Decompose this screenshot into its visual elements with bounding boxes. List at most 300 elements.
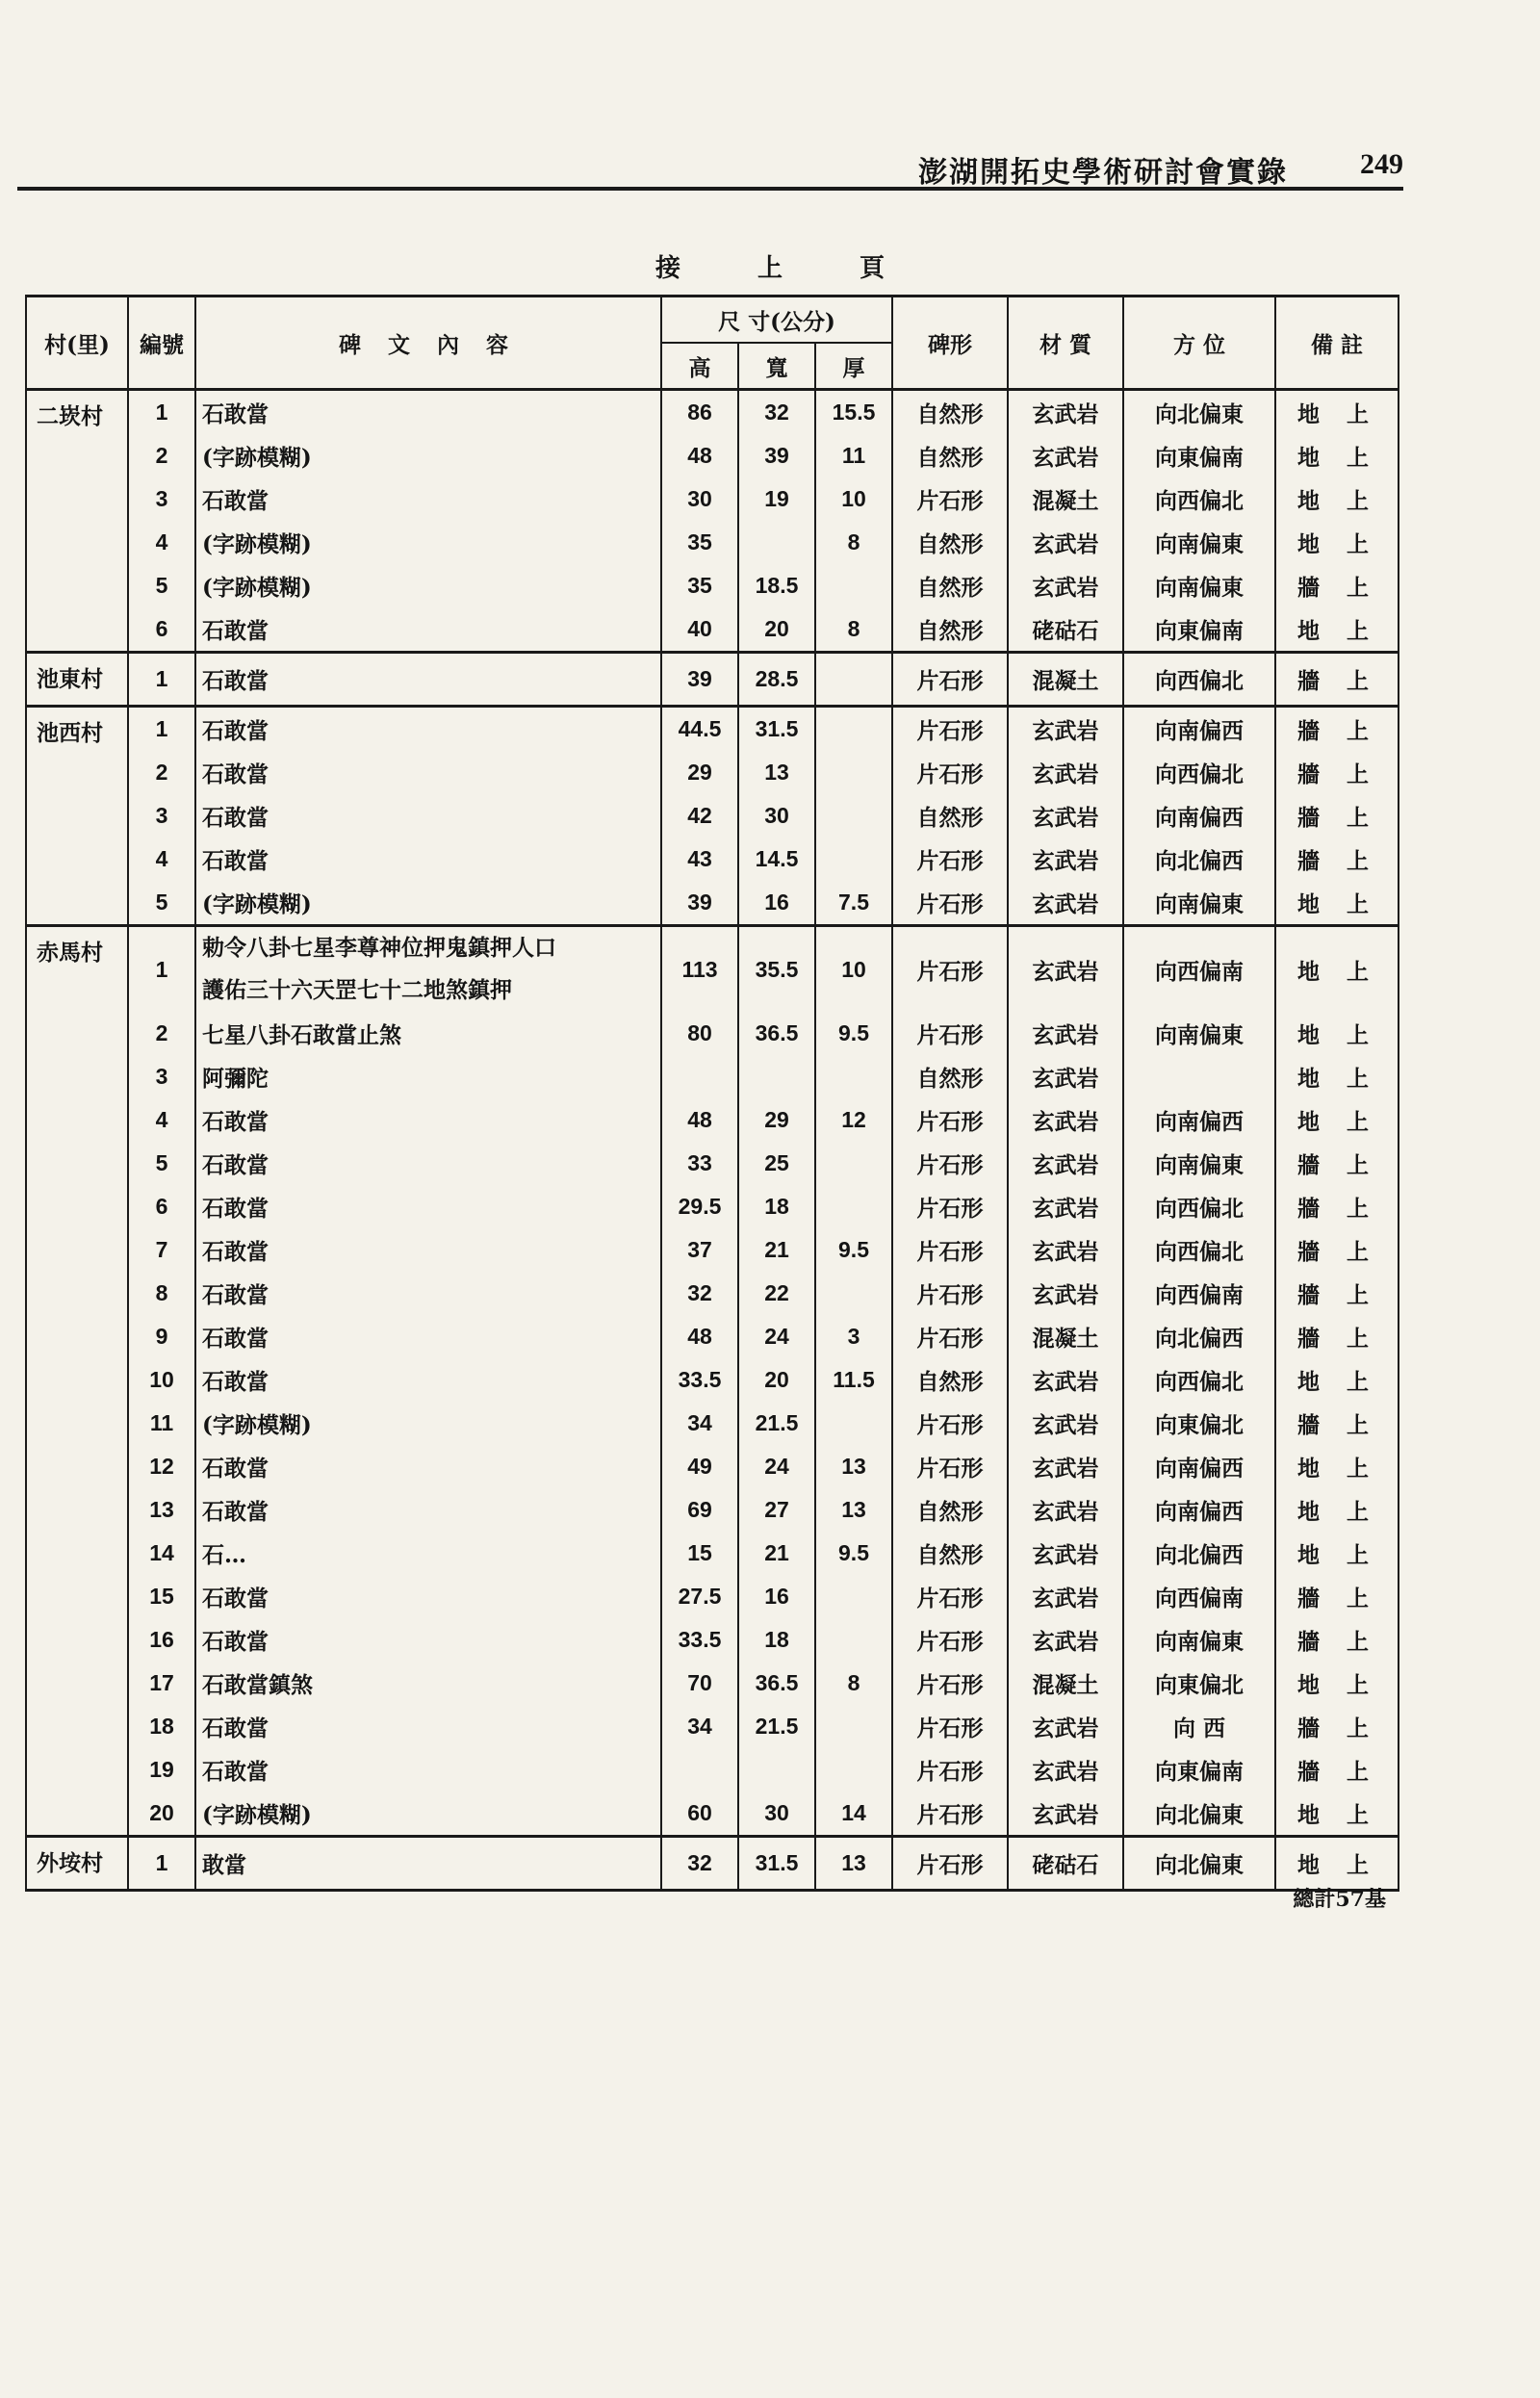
- inscription-content: (字跡模糊): [195, 881, 661, 926]
- row-number: 1: [128, 390, 195, 435]
- size-thickness: 11: [815, 434, 892, 477]
- direction: 向西偏南: [1123, 1575, 1275, 1618]
- note: 牆上: [1275, 794, 1399, 838]
- size-width: 21: [738, 1532, 815, 1575]
- table-row: [26, 707, 1399, 752]
- direction: 向南偏西: [1123, 707, 1275, 752]
- header-content: 碑 文 內 容: [195, 297, 661, 390]
- direction: 向東偏北: [1123, 1402, 1275, 1445]
- note: 地上: [1275, 1488, 1399, 1532]
- stone-material: 玄武岩: [1008, 707, 1123, 752]
- header-width: 寬: [738, 343, 815, 390]
- direction: 向北偏東: [1123, 1792, 1275, 1837]
- note: 地上: [1275, 1055, 1399, 1098]
- size-thickness: [815, 1272, 892, 1315]
- stone-shape: 片石形: [892, 1402, 1008, 1445]
- stone-material: 玄武岩: [1008, 1272, 1123, 1315]
- table-row: [26, 564, 1399, 607]
- stone-material: 玄武岩: [1008, 794, 1123, 838]
- inscription-content: 石敢當: [195, 707, 661, 752]
- size-height: 35: [661, 521, 738, 564]
- row-number: 4: [128, 1098, 195, 1142]
- stone-material: 玄武岩: [1008, 1185, 1123, 1228]
- inscription-content: 石敢當: [195, 1748, 661, 1792]
- size-width: 29: [738, 1098, 815, 1142]
- direction: 向 西: [1123, 1705, 1275, 1748]
- size-width: 31.5: [738, 707, 815, 752]
- direction: 向西偏北: [1123, 477, 1275, 521]
- inscription-content: 石敢當: [195, 794, 661, 838]
- direction: 向北偏西: [1123, 838, 1275, 881]
- row-number: 1: [128, 926, 195, 1013]
- size-thickness: [815, 751, 892, 794]
- stone-material: 玄武岩: [1008, 1748, 1123, 1792]
- row-number: 8: [128, 1272, 195, 1315]
- inscription-content: 敢當: [195, 1837, 661, 1891]
- stone-shape: 片石形: [892, 881, 1008, 926]
- note: 牆上: [1275, 838, 1399, 881]
- stone-shape: 自然形: [892, 1055, 1008, 1098]
- note: 牆上: [1275, 1618, 1399, 1662]
- direction: 向南偏西: [1123, 1445, 1275, 1488]
- row-number: 3: [128, 794, 195, 838]
- stone-material: 硓𥑮石: [1008, 607, 1123, 653]
- size-height: 34: [661, 1402, 738, 1445]
- table-row: [26, 1445, 1399, 1488]
- size-width: 21: [738, 1228, 815, 1272]
- size-thickness: [815, 653, 892, 707]
- size-width: [738, 521, 815, 564]
- size-width: 36.5: [738, 1662, 815, 1705]
- size-width: 24: [738, 1445, 815, 1488]
- total-count: 總計57基: [1293, 1887, 1386, 1912]
- inscription-content: 石…: [195, 1532, 661, 1575]
- row-number: 17: [128, 1662, 195, 1705]
- size-width: 27: [738, 1488, 815, 1532]
- size-width: 30: [738, 1792, 815, 1837]
- size-thickness: 12: [815, 1098, 892, 1142]
- row-number: 3: [128, 1055, 195, 1098]
- table-row: [26, 1315, 1399, 1358]
- row-number: 15: [128, 1575, 195, 1618]
- stone-material: 玄武岩: [1008, 1055, 1123, 1098]
- note: 牆上: [1275, 1142, 1399, 1185]
- inscription-content: 石敢當: [195, 1098, 661, 1142]
- size-height: 48: [661, 1098, 738, 1142]
- size-width: [738, 1055, 815, 1098]
- inscription-content: 石敢當: [195, 1445, 661, 1488]
- row-number: 4: [128, 521, 195, 564]
- header-thickness: 厚: [815, 343, 892, 390]
- stone-shape: 片石形: [892, 1185, 1008, 1228]
- stone-material: 玄武岩: [1008, 751, 1123, 794]
- size-width: 22: [738, 1272, 815, 1315]
- direction: 向西偏北: [1123, 1185, 1275, 1228]
- table-row: [26, 1705, 1399, 1748]
- stone-material: 混凝土: [1008, 653, 1123, 707]
- direction: 向西偏北: [1123, 751, 1275, 794]
- village-name: 赤馬村: [26, 926, 128, 1837]
- size-width: 24: [738, 1315, 815, 1358]
- note: 牆上: [1275, 1272, 1399, 1315]
- header-direction: 方 位: [1123, 297, 1275, 390]
- note: 地上: [1275, 1532, 1399, 1575]
- size-height: 33: [661, 1142, 738, 1185]
- size-thickness: [815, 1055, 892, 1098]
- page-header: [17, 144, 1403, 191]
- size-thickness: 11.5: [815, 1358, 892, 1402]
- direction: 向西偏北: [1123, 1358, 1275, 1402]
- size-width: 20: [738, 607, 815, 653]
- stone-shape: 片石形: [892, 1837, 1008, 1891]
- stone-shape: 自然形: [892, 434, 1008, 477]
- stone-shape: 片石形: [892, 707, 1008, 752]
- note: 地上: [1275, 881, 1399, 926]
- size-width: 21.5: [738, 1402, 815, 1445]
- stone-material: 玄武岩: [1008, 1532, 1123, 1575]
- size-width: 31.5: [738, 1837, 815, 1891]
- direction: 向西偏南: [1123, 926, 1275, 1013]
- row-number: 5: [128, 564, 195, 607]
- note: 地上: [1275, 607, 1399, 653]
- table-row: [26, 1618, 1399, 1662]
- inscription-content: 石敢當: [195, 1185, 661, 1228]
- inscription-line: 勅令八卦七星李尊神位押鬼鎮押人口: [202, 935, 556, 961]
- row-number: 16: [128, 1618, 195, 1662]
- direction: 向南偏西: [1123, 794, 1275, 838]
- stone-shape: 自然形: [892, 794, 1008, 838]
- stone-material: 玄武岩: [1008, 1358, 1123, 1402]
- size-height: 30: [661, 477, 738, 521]
- size-width: 19: [738, 477, 815, 521]
- table-body: [26, 390, 1399, 1891]
- note: 地上: [1275, 1792, 1399, 1837]
- header-village: 村(里): [26, 297, 128, 390]
- inscription-content: 石敢當: [195, 653, 661, 707]
- note: 地上: [1275, 1358, 1399, 1402]
- inscription-content: 石敢當: [195, 1272, 661, 1315]
- direction: 向南偏東: [1123, 1618, 1275, 1662]
- stone-material: 玄武岩: [1008, 1228, 1123, 1272]
- size-thickness: 10: [815, 477, 892, 521]
- inscription-content: 石敢當: [195, 838, 661, 881]
- stone-material: 玄武岩: [1008, 1618, 1123, 1662]
- table-row: [26, 1792, 1399, 1837]
- note: 地上: [1275, 1098, 1399, 1142]
- stone-shape: 片石形: [892, 1142, 1008, 1185]
- size-width: 39: [738, 434, 815, 477]
- stone-material: 玄武岩: [1008, 1402, 1123, 1445]
- row-number: 2: [128, 1012, 195, 1055]
- size-thickness: [815, 1748, 892, 1792]
- direction: 向東偏南: [1123, 607, 1275, 653]
- size-thickness: 7.5: [815, 881, 892, 926]
- table-row: [26, 434, 1399, 477]
- size-width: 30: [738, 794, 815, 838]
- note: 牆上: [1275, 1315, 1399, 1358]
- page-number: 249: [1360, 148, 1403, 180]
- stone-shape: 片石形: [892, 1098, 1008, 1142]
- stone-material: 玄武岩: [1008, 926, 1123, 1013]
- size-width: 14.5: [738, 838, 815, 881]
- direction: 向南偏東: [1123, 564, 1275, 607]
- size-thickness: 13: [815, 1837, 892, 1891]
- size-height: 60: [661, 1792, 738, 1837]
- inscription-content: 石敢當: [195, 1315, 661, 1358]
- stone-shape: 自然形: [892, 1488, 1008, 1532]
- inscription-content: 石敢當: [195, 1575, 661, 1618]
- size-height: 33.5: [661, 1358, 738, 1402]
- row-number: 1: [128, 1837, 195, 1891]
- table-row: [26, 1055, 1399, 1098]
- size-height: 32: [661, 1837, 738, 1891]
- stone-shape: 片石形: [892, 1705, 1008, 1748]
- stone-shape: 片石形: [892, 926, 1008, 1013]
- row-number: 4: [128, 838, 195, 881]
- stone-material: 玄武岩: [1008, 521, 1123, 564]
- inscription-content: 石敢當: [195, 1228, 661, 1272]
- inscription-content: 石敢當: [195, 390, 661, 435]
- stone-shape: 自然形: [892, 390, 1008, 435]
- inscription-content: (字跡模糊): [195, 1792, 661, 1837]
- size-height: 35: [661, 564, 738, 607]
- size-thickness: 9.5: [815, 1228, 892, 1272]
- size-height: 40: [661, 607, 738, 653]
- inscription-content: 石敢當: [195, 1142, 661, 1185]
- inscription-content: 阿彌陀: [195, 1055, 661, 1098]
- header-size: 尺 寸(公分): [661, 297, 892, 344]
- direction: 向西偏北: [1123, 653, 1275, 707]
- size-width: 20: [738, 1358, 815, 1402]
- header-height: 高: [661, 343, 738, 390]
- inscription-content: 石敢當鎮煞: [195, 1662, 661, 1705]
- stone-shape: 片石形: [892, 1272, 1008, 1315]
- table-row: [26, 881, 1399, 926]
- row-number: 13: [128, 1488, 195, 1532]
- table-row: [26, 1228, 1399, 1272]
- size-height: [661, 1748, 738, 1792]
- village-name: 池東村: [26, 653, 128, 707]
- size-width: 16: [738, 1575, 815, 1618]
- size-width: 36.5: [738, 1012, 815, 1055]
- row-number: 5: [128, 881, 195, 926]
- size-width: 25: [738, 1142, 815, 1185]
- inscription-content: (字跡模糊): [195, 564, 661, 607]
- row-number: 11: [128, 1402, 195, 1445]
- stone-shape: 片石形: [892, 477, 1008, 521]
- stone-inscription-table-container: [25, 295, 1399, 1892]
- size-height: 42: [661, 794, 738, 838]
- note: 牆上: [1275, 707, 1399, 752]
- stone-material: 混凝土: [1008, 477, 1123, 521]
- table-row: [26, 1358, 1399, 1402]
- size-height: 80: [661, 1012, 738, 1055]
- stone-material: 玄武岩: [1008, 1142, 1123, 1185]
- row-number: 5: [128, 1142, 195, 1185]
- direction: 向南偏東: [1123, 521, 1275, 564]
- size-width: 18: [738, 1618, 815, 1662]
- direction: 向北偏東: [1123, 390, 1275, 435]
- size-height: 15: [661, 1532, 738, 1575]
- direction: 向南偏東: [1123, 1142, 1275, 1185]
- note: 地上: [1275, 477, 1399, 521]
- size-height: 27.5: [661, 1575, 738, 1618]
- stone-material: 玄武岩: [1008, 1012, 1123, 1055]
- direction: 向南偏西: [1123, 1098, 1275, 1142]
- size-height: 37: [661, 1228, 738, 1272]
- inscription-content: 石敢當: [195, 1618, 661, 1662]
- stone-shape: 自然形: [892, 607, 1008, 653]
- size-thickness: [815, 838, 892, 881]
- size-thickness: 14: [815, 1792, 892, 1837]
- table-row: [26, 653, 1399, 707]
- stone-material: 混凝土: [1008, 1662, 1123, 1705]
- size-thickness: 13: [815, 1445, 892, 1488]
- size-width: 13: [738, 751, 815, 794]
- stone-shape: 自然形: [892, 521, 1008, 564]
- size-thickness: 8: [815, 607, 892, 653]
- size-height: 39: [661, 653, 738, 707]
- stone-shape: 片石形: [892, 1748, 1008, 1792]
- size-height: 70: [661, 1662, 738, 1705]
- stone-material: 玄武岩: [1008, 881, 1123, 926]
- direction: 向北偏西: [1123, 1315, 1275, 1358]
- direction: 向東偏南: [1123, 434, 1275, 477]
- table-row: [26, 521, 1399, 564]
- inscription-content: 七星八卦石敢當止煞: [195, 1012, 661, 1055]
- inscription-content: 石敢當: [195, 477, 661, 521]
- size-thickness: [815, 707, 892, 752]
- stone-material: 玄武岩: [1008, 1575, 1123, 1618]
- size-thickness: [815, 564, 892, 607]
- stone-shape: 自然形: [892, 564, 1008, 607]
- inscription-content: 石敢當: [195, 1358, 661, 1402]
- size-thickness: [815, 1402, 892, 1445]
- stone-shape: 片石形: [892, 1445, 1008, 1488]
- continued-label: 接上頁: [654, 254, 962, 283]
- size-width: [738, 1748, 815, 1792]
- size-height: 43: [661, 838, 738, 881]
- table-row: [26, 1012, 1399, 1055]
- note: 牆上: [1275, 751, 1399, 794]
- direction: 向西偏北: [1123, 1228, 1275, 1272]
- table-row: [26, 1748, 1399, 1792]
- inscription-content: 石敢當: [195, 1705, 661, 1748]
- note: 地上: [1275, 1662, 1399, 1705]
- stone-material: 玄武岩: [1008, 838, 1123, 881]
- stone-material: 玄武岩: [1008, 390, 1123, 435]
- size-height: 32: [661, 1272, 738, 1315]
- inscription-content: 石敢當: [195, 607, 661, 653]
- size-thickness: 10: [815, 926, 892, 1013]
- table-row: [26, 751, 1399, 794]
- inscription-content: (字跡模糊): [195, 434, 661, 477]
- note: 牆上: [1275, 1705, 1399, 1748]
- row-number: 1: [128, 653, 195, 707]
- table-row: [26, 1142, 1399, 1185]
- stone-shape: 片石形: [892, 1792, 1008, 1837]
- size-height: 34: [661, 1705, 738, 1748]
- size-width: 28.5: [738, 653, 815, 707]
- note: 牆上: [1275, 1228, 1399, 1272]
- size-thickness: [815, 1618, 892, 1662]
- note: 地上: [1275, 390, 1399, 435]
- village-name: 二崁村: [26, 390, 128, 653]
- size-height: 29: [661, 751, 738, 794]
- direction: 向北偏東: [1123, 1837, 1275, 1891]
- size-height: 49: [661, 1445, 738, 1488]
- table-row: [26, 1098, 1399, 1142]
- inscription-line: 護佑三十六天罡七十二地煞鎮押: [202, 977, 512, 1003]
- direction: [1123, 1055, 1275, 1098]
- size-height: [661, 1055, 738, 1098]
- header-note: 備 註: [1275, 297, 1399, 390]
- table-row: [26, 1837, 1399, 1891]
- stone-shape: 自然形: [892, 1358, 1008, 1402]
- size-width: 35.5: [738, 926, 815, 1013]
- table-row: [26, 607, 1399, 653]
- note: 地上: [1275, 521, 1399, 564]
- size-thickness: [815, 794, 892, 838]
- direction: 向北偏西: [1123, 1532, 1275, 1575]
- stone-material: 玄武岩: [1008, 1098, 1123, 1142]
- size-thickness: [815, 1185, 892, 1228]
- stone-shape: 自然形: [892, 1532, 1008, 1575]
- size-height: 48: [661, 434, 738, 477]
- table-row: [26, 1575, 1399, 1618]
- inscription-content: [195, 926, 661, 1013]
- note: 地上: [1275, 1837, 1399, 1891]
- row-number: 14: [128, 1532, 195, 1575]
- size-thickness: 8: [815, 1662, 892, 1705]
- table-row: [26, 838, 1399, 881]
- table-row: [26, 1402, 1399, 1445]
- size-width: 32: [738, 390, 815, 435]
- stone-material: 玄武岩: [1008, 1792, 1123, 1837]
- row-number: 7: [128, 1228, 195, 1272]
- stone-shape: 片石形: [892, 1012, 1008, 1055]
- row-number: 18: [128, 1705, 195, 1748]
- table-row: [26, 1662, 1399, 1705]
- note: 地上: [1275, 1445, 1399, 1488]
- table-row: [26, 794, 1399, 838]
- size-thickness: 8: [815, 521, 892, 564]
- stone-material: 玄武岩: [1008, 434, 1123, 477]
- row-number: 9: [128, 1315, 195, 1358]
- size-width: 18.5: [738, 564, 815, 607]
- note: 牆上: [1275, 1575, 1399, 1618]
- stone-material: 硓𥑮石: [1008, 1837, 1123, 1891]
- direction: 向西偏南: [1123, 1272, 1275, 1315]
- row-number: 10: [128, 1358, 195, 1402]
- note: 地上: [1275, 1012, 1399, 1055]
- stone-shape: 片石形: [892, 1228, 1008, 1272]
- note: 牆上: [1275, 1185, 1399, 1228]
- size-thickness: [815, 1575, 892, 1618]
- stone-material: 混凝土: [1008, 1315, 1123, 1358]
- stone-shape: 片石形: [892, 1575, 1008, 1618]
- direction: 向南偏東: [1123, 1012, 1275, 1055]
- size-thickness: 9.5: [815, 1532, 892, 1575]
- row-number: 6: [128, 1185, 195, 1228]
- stone-shape: 片石形: [892, 1315, 1008, 1358]
- size-thickness: 15.5: [815, 390, 892, 435]
- size-height: 69: [661, 1488, 738, 1532]
- stone-shape: 片石形: [892, 751, 1008, 794]
- note: 地上: [1275, 434, 1399, 477]
- note: 牆上: [1275, 1402, 1399, 1445]
- note: 地上: [1275, 926, 1399, 1013]
